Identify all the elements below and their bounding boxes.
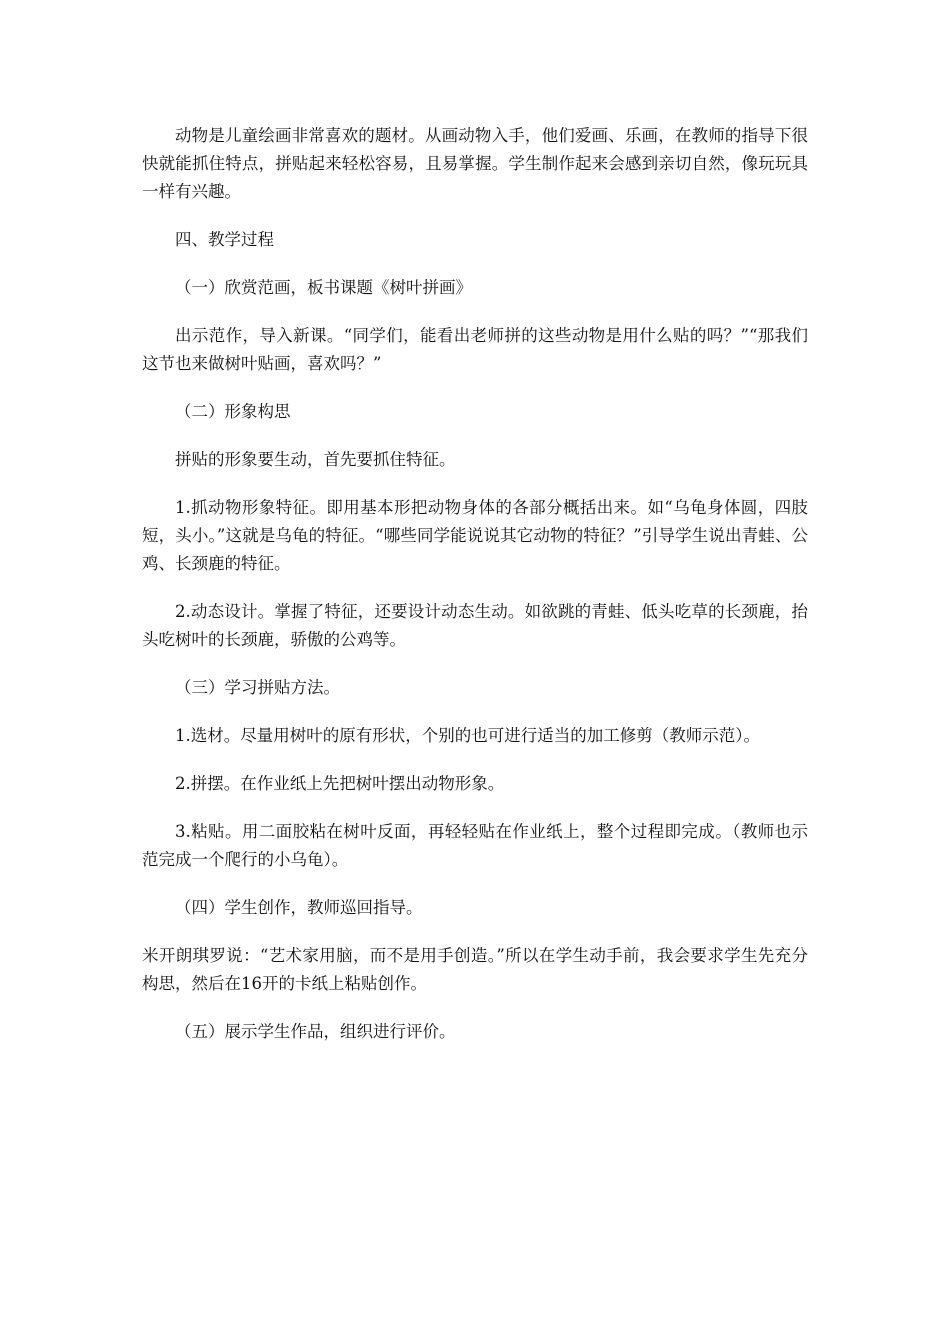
- subheading-collage-method: （三）学习拼贴方法。: [175, 678, 340, 697]
- document-page: [142, 122, 808, 1046]
- paragraph-features: 1.抓动物形象特征。即用基本形把动物身体的各部分概括出来。如“乌龟身体圆，四肢短，头小。”这就是乌龟的特征。“哪些同学能说说其它动物的特征？”引导学生说出青蛙、公鸡、长颈鹿的特征。: [142, 498, 808, 573]
- section-heading-teaching-process: 四、教学过程: [175, 230, 274, 249]
- paragraph-show-examples: 出示范作，导入新课。“同学们，能看出老师拼的这些动物是用什么贴的吗？”“那我们这节也来做树叶贴画，喜欢吗？”: [142, 326, 808, 373]
- paragraph-paste: 3.粘贴。用二面胶粘在树叶反面，再轻轻贴在作业纸上，整个过程即完成。（教师也示范完成一个爬行的小乌龟）。: [142, 822, 808, 869]
- paragraph-michelangelo-quote: 米开朗琪罗说：“艺术家用脑，而不是用手创造。”所以在学生动手前，我会要求学生先充分构思，然后在16开的卡纸上粘贴创作。: [142, 946, 808, 993]
- paragraph-vivid-image: 拼贴的形象要生动，首先要抓住特征。: [175, 450, 456, 469]
- paragraph-arrange: 2.拼摆。在作业纸上先把树叶摆出动物形象。: [175, 774, 505, 793]
- subheading-image-conception: （二）形象构思: [175, 402, 291, 421]
- subheading-student-creation: （四）学生创作，教师巡回指导。: [175, 898, 423, 917]
- paragraph-dynamic-design: 2.动态设计。掌握了特征，还要设计动态生动。如欲跳的青蛙、低头吃草的长颈鹿，抬头吃树叶的长颈鹿，骄傲的公鸡等。: [142, 602, 808, 649]
- paragraph-select-material: 1.选材。尽量用树叶的原有形状，个别的也可进行适当的加工修剪（教师示范）。: [175, 726, 760, 745]
- paragraph-intro: 动物是儿童绘画非常喜欢的题材。从画动物入手，他们爱画、乐画，在教师的指导下很快就能抓住特点，拼贴起来轻松容易，且易掌握。学生制作起来会感到亲切自然，像玩玩具一样有兴趣。: [142, 126, 808, 201]
- subheading-show-works: （五）展示学生作品，组织进行评价。: [175, 1022, 456, 1041]
- subheading-appreciate: （一）欣赏范画，板书课题《树叶拼画》: [175, 278, 472, 297]
